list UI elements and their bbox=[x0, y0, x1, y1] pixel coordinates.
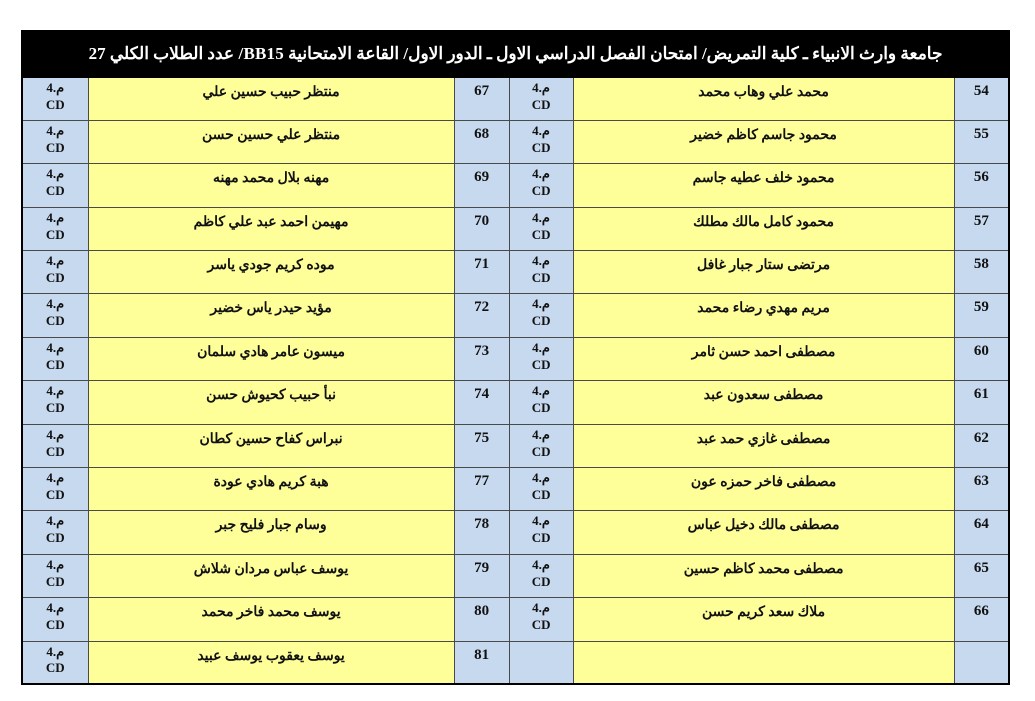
table-row bbox=[22, 164, 1009, 207]
group-line2: CD bbox=[531, 96, 551, 112]
student-name-left: يوسف عباس مردان شلاش bbox=[88, 554, 454, 597]
group-line1: م.4 bbox=[46, 209, 65, 225]
seat-number-left: 70 bbox=[454, 207, 509, 250]
student-name-left: نبراس كفاح حسين كطان bbox=[88, 424, 454, 467]
group-line1: م.4 bbox=[532, 80, 550, 95]
group-cell-left bbox=[22, 554, 88, 597]
group-line1: م.4 bbox=[46, 166, 65, 182]
table-row bbox=[22, 251, 1009, 294]
seat-number-left: 75 bbox=[454, 424, 509, 467]
group-cell-left bbox=[22, 641, 88, 684]
student-name-left: مؤيد حيدر ياس خضير bbox=[88, 294, 454, 337]
table-row bbox=[22, 641, 1009, 684]
seat-number-right: 61 bbox=[954, 381, 1009, 424]
student-name-right: مصطفى محمد كاظم حسين bbox=[573, 554, 954, 597]
group-line1: م.4 bbox=[532, 426, 550, 442]
group-line1: م.4 bbox=[46, 643, 65, 659]
table-row bbox=[22, 511, 1009, 554]
table-row bbox=[22, 120, 1009, 163]
group-cell-left bbox=[22, 381, 88, 424]
seat-number-right: 54 bbox=[954, 77, 1009, 120]
student-name-right: مصطفى احمد حسن ثامر bbox=[573, 337, 954, 380]
student-name-right: مصطفى سعدون عبد bbox=[573, 381, 954, 424]
student-name-left: موده كريم جودي ياسر bbox=[88, 251, 454, 294]
group-line1: م.4 bbox=[46, 513, 65, 529]
group-cell-left bbox=[22, 511, 88, 554]
student-name-right: ملاك سعد كريم حسن bbox=[573, 598, 954, 641]
seat-number-left: 81 bbox=[454, 641, 509, 684]
student-name-left: منتظر حبيب حسين علي bbox=[88, 77, 454, 120]
header-row bbox=[22, 31, 1009, 77]
group-line2: CD bbox=[531, 486, 551, 502]
group-line2: CD bbox=[45, 269, 65, 285]
group-line2: CD bbox=[531, 573, 551, 589]
group-cell-left bbox=[22, 164, 88, 207]
seat-number-right: 66 bbox=[954, 598, 1009, 641]
group-cell-right bbox=[509, 381, 573, 424]
group-line2: CD bbox=[45, 96, 65, 112]
group-line1: م.4 bbox=[46, 122, 65, 138]
group-cell-right bbox=[509, 164, 573, 207]
exam-seating-table bbox=[21, 30, 1010, 685]
table-row bbox=[22, 424, 1009, 467]
group-line2: CD bbox=[45, 139, 65, 155]
group-cell-right bbox=[509, 207, 573, 250]
seat-number-right: 62 bbox=[954, 424, 1009, 467]
seat-number-left: 77 bbox=[454, 468, 509, 511]
group-cell-left bbox=[22, 207, 88, 250]
group-line1: م.4 bbox=[46, 556, 65, 572]
group-line1: م.4 bbox=[532, 122, 550, 138]
page-title: جامعة وارث الانبياء ـ كلية التمريض/ امتحان الفصل الدراسي الاول ـ الدور الاول/ القاعة الامتحانية BB15/ عدد الطلاب الكلي 27 bbox=[22, 31, 1009, 77]
group-line2: CD bbox=[531, 183, 551, 199]
student-name-right bbox=[573, 641, 954, 684]
seat-number-left: 74 bbox=[454, 381, 509, 424]
group-line1: م.4 bbox=[46, 600, 65, 616]
group-line2: CD bbox=[45, 443, 65, 459]
group-cell-left bbox=[22, 251, 88, 294]
student-name-left: نبأ حبيب كحيوش حسن bbox=[88, 381, 454, 424]
group-line2: CD bbox=[45, 313, 65, 329]
seat-number-right: 56 bbox=[954, 164, 1009, 207]
seat-number-right: 63 bbox=[954, 468, 1009, 511]
table-row bbox=[22, 337, 1009, 380]
group-line2: CD bbox=[45, 226, 65, 242]
group-cell-left bbox=[22, 294, 88, 337]
group-line2: CD bbox=[45, 400, 65, 416]
table-row bbox=[22, 77, 1009, 120]
group-line1: م.4 bbox=[46, 253, 65, 269]
group-line2: CD bbox=[45, 356, 65, 372]
student-name-right: مرتضى ستار جبار غافل bbox=[573, 251, 954, 294]
group-line2: CD bbox=[531, 356, 551, 372]
group-cell-right bbox=[509, 251, 573, 294]
group-line2: CD bbox=[531, 139, 551, 155]
seat-number-left: 68 bbox=[454, 120, 509, 163]
student-name-right: مصطفى مالك دخيل عباس bbox=[573, 511, 954, 554]
seat-number-left: 78 bbox=[454, 511, 509, 554]
group-cell-left bbox=[22, 337, 88, 380]
student-name-left: مهيمن احمد عبد علي كاظم bbox=[88, 207, 454, 250]
student-name-right: مصطفى فاخر حمزه عون bbox=[573, 468, 954, 511]
group-line1: م.4 bbox=[46, 80, 65, 95]
group-cell-right bbox=[509, 468, 573, 511]
group-cell-left bbox=[22, 77, 88, 120]
group-line2: CD bbox=[531, 226, 551, 242]
group-cell-left bbox=[22, 424, 88, 467]
seat-number-right bbox=[954, 641, 1009, 684]
group-line1: م.4 bbox=[46, 383, 65, 399]
group-line1: م.4 bbox=[532, 513, 550, 529]
student-name-right: محمود جاسم كاظم خضير bbox=[573, 120, 954, 163]
group-line2: CD bbox=[531, 313, 551, 329]
student-name-right: محمود خلف عطيه جاسم bbox=[573, 164, 954, 207]
student-name-right: مصطفى غازي حمد عبد bbox=[573, 424, 954, 467]
group-line1: م.4 bbox=[532, 296, 550, 312]
seat-number-left: 73 bbox=[454, 337, 509, 380]
group-line2: CD bbox=[531, 400, 551, 416]
group-line1: م.4 bbox=[532, 166, 550, 182]
group-cell-right bbox=[509, 77, 573, 120]
group-line1: م.4 bbox=[46, 296, 65, 312]
group-line2: CD bbox=[45, 486, 65, 502]
table-row bbox=[22, 468, 1009, 511]
group-cell-right bbox=[509, 424, 573, 467]
student-name-left: يوسف محمد فاخر محمد bbox=[88, 598, 454, 641]
seat-number-right: 64 bbox=[954, 511, 1009, 554]
seat-number-right: 60 bbox=[954, 337, 1009, 380]
student-name-right: محمود كامل مالك مطلك bbox=[573, 207, 954, 250]
seat-number-left: 69 bbox=[454, 164, 509, 207]
group-cell-right bbox=[509, 598, 573, 641]
group-cell-left bbox=[22, 468, 88, 511]
group-cell-left bbox=[22, 598, 88, 641]
group-line2: CD bbox=[45, 617, 65, 633]
student-name-right: محمد علي وهاب محمد bbox=[573, 77, 954, 120]
student-name-right: مريم مهدي رضاء محمد bbox=[573, 294, 954, 337]
group-line2: CD bbox=[531, 617, 551, 633]
group-cell-right bbox=[509, 120, 573, 163]
group-line2: CD bbox=[45, 660, 65, 676]
group-line2: CD bbox=[531, 269, 551, 285]
group-cell-right bbox=[509, 294, 573, 337]
group-line1: م.4 bbox=[46, 470, 65, 486]
seat-number-left: 80 bbox=[454, 598, 509, 641]
seat-number-right: 57 bbox=[954, 207, 1009, 250]
seat-number-right: 59 bbox=[954, 294, 1009, 337]
group-line1: م.4 bbox=[532, 339, 550, 355]
student-name-left: ميسون عامر هادي سلمان bbox=[88, 337, 454, 380]
group-cell-left bbox=[22, 120, 88, 163]
group-line2: CD bbox=[45, 183, 65, 199]
group-line1: م.4 bbox=[532, 470, 550, 486]
group-line2: CD bbox=[45, 573, 65, 589]
table-row bbox=[22, 294, 1009, 337]
student-name-left: يوسف يعقوب يوسف عبيد bbox=[88, 641, 454, 684]
seat-number-right: 58 bbox=[954, 251, 1009, 294]
group-line1: م.4 bbox=[532, 556, 550, 572]
student-name-left: وسام جبار فليح جبر bbox=[88, 511, 454, 554]
table-row bbox=[22, 381, 1009, 424]
table-row bbox=[22, 598, 1009, 641]
table-row bbox=[22, 554, 1009, 597]
group-cell-right bbox=[509, 641, 573, 684]
seat-number-right: 65 bbox=[954, 554, 1009, 597]
seat-number-left: 79 bbox=[454, 554, 509, 597]
group-line1: م.4 bbox=[532, 253, 550, 269]
group-line1: م.4 bbox=[46, 339, 65, 355]
table-row bbox=[22, 207, 1009, 250]
group-cell-right bbox=[509, 511, 573, 554]
group-line1: م.4 bbox=[532, 600, 550, 616]
seat-number-left: 71 bbox=[454, 251, 509, 294]
group-line2: CD bbox=[45, 530, 65, 546]
group-line1: م.4 bbox=[46, 426, 65, 442]
group-line1: م.4 bbox=[532, 209, 550, 225]
student-name-left: مهنه بلال محمد مهنه bbox=[88, 164, 454, 207]
group-cell-right bbox=[509, 554, 573, 597]
seat-number-left: 72 bbox=[454, 294, 509, 337]
seat-number-left: 67 bbox=[454, 77, 509, 120]
group-line2: CD bbox=[531, 443, 551, 459]
student-name-left: منتظر علي حسين حسن bbox=[88, 120, 454, 163]
group-cell-right bbox=[509, 337, 573, 380]
student-name-left: هبة كريم هادي عودة bbox=[88, 468, 454, 511]
group-line2: CD bbox=[531, 530, 551, 546]
seat-number-right: 55 bbox=[954, 120, 1009, 163]
group-line1: م.4 bbox=[532, 383, 550, 399]
